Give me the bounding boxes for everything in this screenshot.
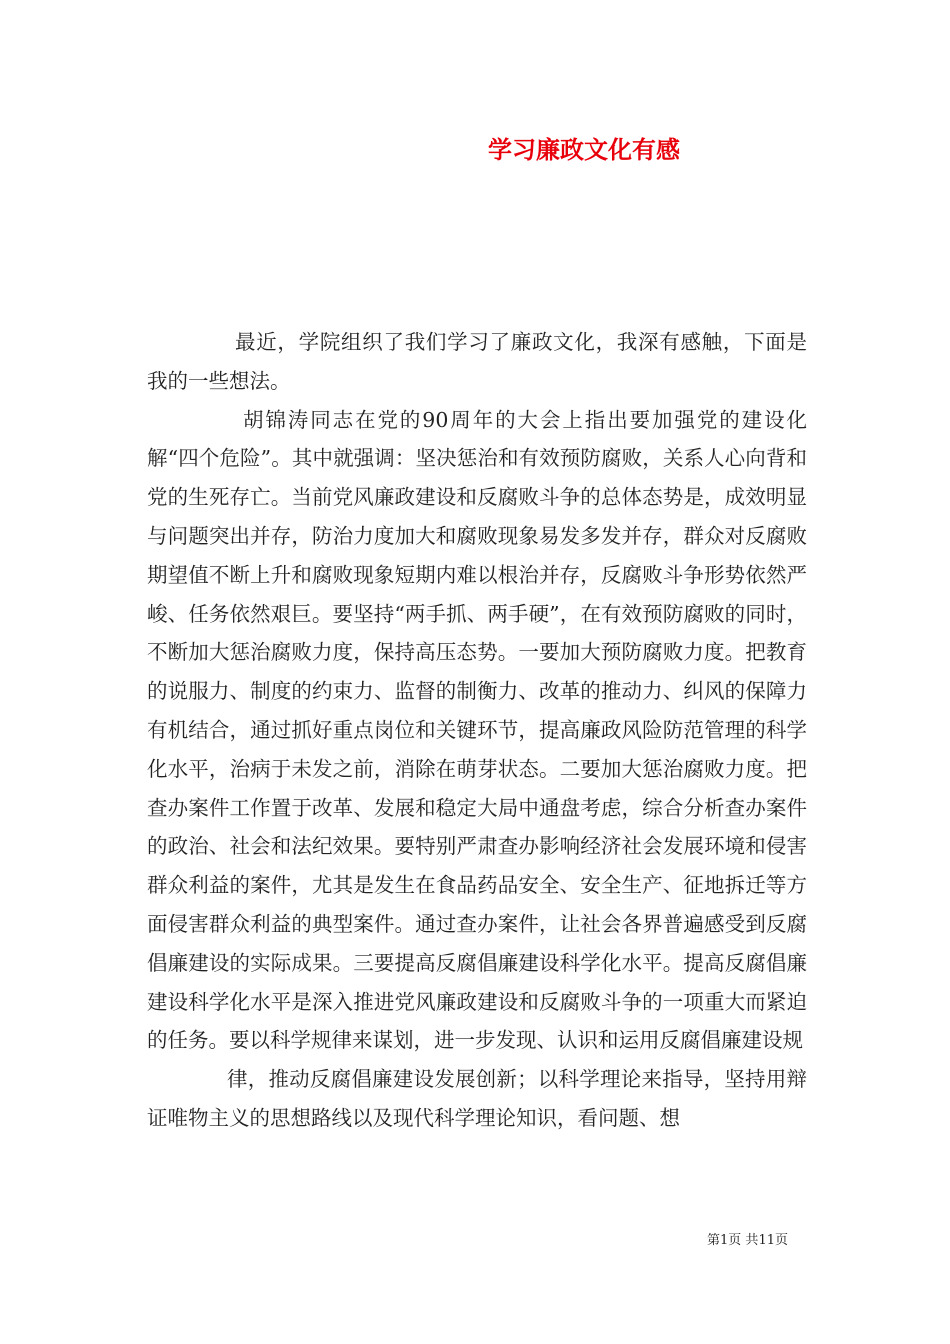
document-title: 学习廉政文化有感	[488, 135, 680, 164]
document-body	[147, 323, 807, 1138]
paragraph-continued: 律，推动反腐倡廉建设发展创新；以科学理论来指导，坚持用辩证唯物主义的思想路线以及现代科学理论知识，看问题、想	[147, 1067, 807, 1130]
footer-end-label: 页	[774, 1233, 788, 1248]
paragraph-main: 胡锦涛同志在党的90周年的大会上指出要加强党的建设化解“四个危险”。其中就强调：坚决惩治和有效预防腐败，关系人心向背和党的生死存亡。当前党风廉政建设和反腐败斗争的总体态势是，成效明显与问题突出并存，防治力度加大和腐败现象易发多发并存，群众对反腐败期望值不断上升和腐败现象短期内难以根治并存，反腐败斗争形势依然严峻、任务依然艰巨。要坚持“两手抓、两手硬”，在有效预防腐败的同时，不断加大惩治腐败力度，保持高压态势。一要加大预防腐败力度。把教育的说服力、制度的约束力、监督的制衡力、改革的推动力、纠风的保障力有机结合，通过抓好重点岗位和关键环节，提高廉政风险防范管理的科学化水平，治病于未发之前，消除在萌芽状态。二要加大惩治腐败力度。把查办案件工作置于改革、发展和稳定大局中通盘考虑，综合分析查办案件的政治、社会和法纪效果。要特别严肃查办影响经济社会发展环境和侵害群众利益的案件，尤其是发生在食品药品安全、安全生产、征地拆迁等方面侵害群众利益的典型案件。通过查办案件，让社会各界普遍感受到反腐倡廉建设的实际成果。三要提高反腐倡廉建设科学化水平。提高反腐倡廉建设科学化水平是深入推进党风廉政建设和反腐败斗争的一项重大而紧迫的任务。要以科学规律来谋划，进一步发现、认识和运用反腐倡廉建设规	[147, 407, 807, 1053]
footer-middle-label: 页 共	[728, 1233, 759, 1248]
page-number-footer	[707, 1232, 788, 1250]
footer-total-pages: 11	[758, 1233, 775, 1248]
footer-current-page: 1	[720, 1233, 729, 1248]
paragraph-intro: 最近，学院组织了我们学习了廉政文化，我深有感触，下面是我的一些想法。	[147, 330, 807, 393]
footer-page-label: 第	[707, 1233, 721, 1248]
